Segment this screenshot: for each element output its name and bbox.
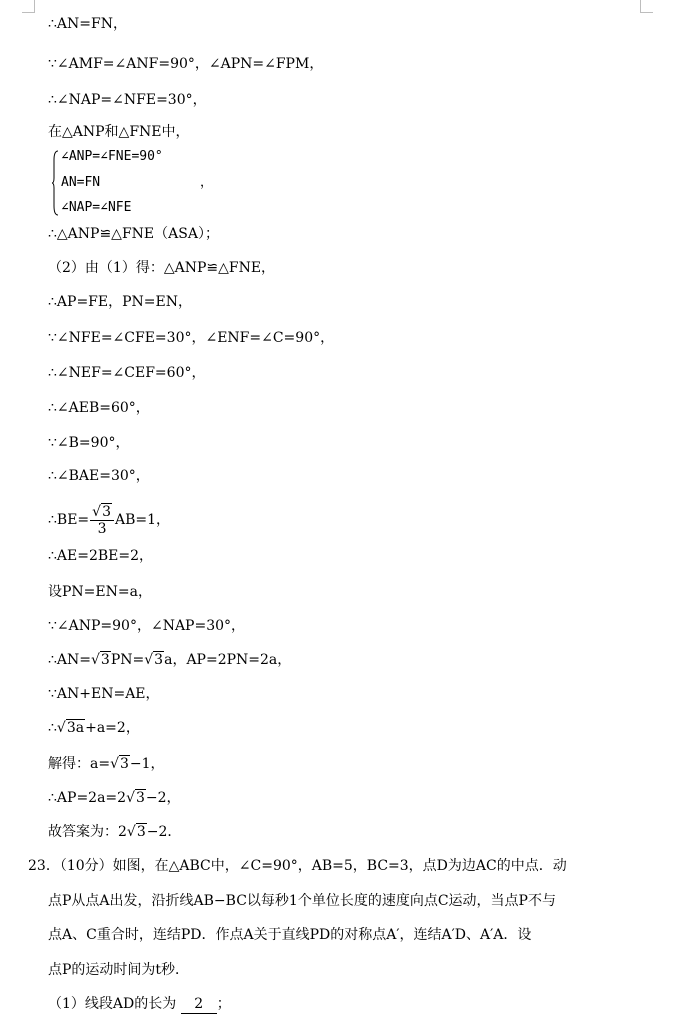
problem-line: 点A、C重合时，连结PD．作点A关于直线PD的对称点A′，连结A′D、A′A．设 bbox=[48, 927, 532, 943]
proof-line-fraction bbox=[48, 502, 170, 538]
problem-line: 23．（10分）如图，在△ABC中，∠C=90°，AB=5，BC=3，点D为边AC的中点．动 bbox=[28, 858, 567, 874]
congruence-condition-3: ∠NAP=∠NFE bbox=[61, 200, 132, 215]
text-segment: 解得：a= bbox=[48, 756, 111, 772]
text-segment: AB=1， bbox=[115, 512, 171, 528]
sqrt: √3 bbox=[110, 756, 129, 772]
proof-line: ∴AP=FE，PN=EN， bbox=[48, 294, 192, 310]
text-segment: ∴BE= bbox=[48, 512, 90, 528]
sqrt: √3 bbox=[126, 824, 146, 840]
proof-line: ∵AN+EN=AE， bbox=[48, 686, 160, 702]
text-segment: +a=2， bbox=[85, 720, 140, 736]
text-segment: ； bbox=[216, 996, 231, 1012]
text-segment: 故答案为：2 bbox=[48, 824, 127, 840]
sub-question-label: （1）线段AD的长为 bbox=[48, 996, 177, 1012]
text-segment: −1， bbox=[129, 756, 165, 772]
answer-blank: 2 bbox=[181, 995, 217, 1014]
problem-line: 点P从点A出发，沿折线AB−BC以每秒1个单位长度的速度向点C运动，当点P不与 bbox=[48, 893, 556, 909]
text-segment: −2， bbox=[145, 790, 181, 806]
sub-question-1 bbox=[48, 994, 231, 1014]
congruence-condition-1: ∠ANP=∠FNE=90° bbox=[61, 149, 163, 164]
sqrt: √3 bbox=[92, 503, 111, 520]
proof-line: 在△ANP和△FNE中， bbox=[48, 124, 190, 140]
sqrt: √3 bbox=[126, 790, 145, 806]
proof-line bbox=[48, 718, 140, 738]
sqrt: √3 bbox=[91, 652, 110, 668]
sqrt: √3a bbox=[56, 720, 85, 736]
text-segment: PN= bbox=[110, 652, 145, 668]
proof-line bbox=[48, 788, 181, 808]
sqrt: √3 bbox=[144, 652, 164, 668]
congruence-condition-2: AN=FN bbox=[61, 175, 101, 190]
proof-line: ∵∠B=90°， bbox=[48, 435, 130, 451]
text-segment: ∴AP=2a=2 bbox=[48, 790, 127, 806]
crop-mark-top-left bbox=[22, 0, 35, 13]
text-segment: a，AP=2PN=2a， bbox=[164, 652, 292, 668]
proof-line: ∴AE=2BE=2， bbox=[48, 548, 154, 564]
answer-line bbox=[48, 822, 181, 842]
text-segment: ∴ bbox=[48, 720, 57, 736]
crop-mark-top-right bbox=[640, 0, 653, 13]
proof-line: ∴∠NAP=∠NFE=30°， bbox=[48, 92, 207, 108]
fraction bbox=[90, 504, 114, 537]
fraction-numerator bbox=[90, 504, 114, 521]
proof-line: （2）由（1）得：△ANP≌△FNE， bbox=[48, 260, 276, 276]
proof-line: ∴△ANP≌△FNE（ASA）； bbox=[48, 226, 219, 242]
proof-line: ∴∠AEB=60°， bbox=[48, 400, 150, 416]
text-segment: −2． bbox=[146, 824, 182, 840]
proof-line: ∴∠BAE=30°， bbox=[48, 468, 150, 484]
proof-line bbox=[48, 754, 165, 774]
proof-line: ∵∠ANP=90°，∠NAP=30°， bbox=[48, 618, 246, 634]
proof-line bbox=[48, 650, 291, 670]
left-brace bbox=[52, 150, 58, 216]
fraction-denominator: 3 bbox=[97, 520, 107, 537]
proof-line: ∵∠AMF=∠ANF=90°，∠APN=∠FPM， bbox=[48, 56, 324, 72]
proof-line: ∴AN=FN， bbox=[48, 16, 127, 32]
proof-line: 设PN=EN=a， bbox=[48, 584, 152, 600]
system-comma: ， bbox=[200, 175, 214, 190]
problem-line: 点P的运动时间为t秒． bbox=[48, 962, 190, 978]
proof-line: ∵∠NFE=∠CFE=30°，∠ENF=∠C=90°， bbox=[48, 330, 335, 346]
text-segment: ∴AN= bbox=[48, 652, 91, 668]
proof-line: ∴∠NEF=∠CEF=60°， bbox=[48, 365, 206, 381]
